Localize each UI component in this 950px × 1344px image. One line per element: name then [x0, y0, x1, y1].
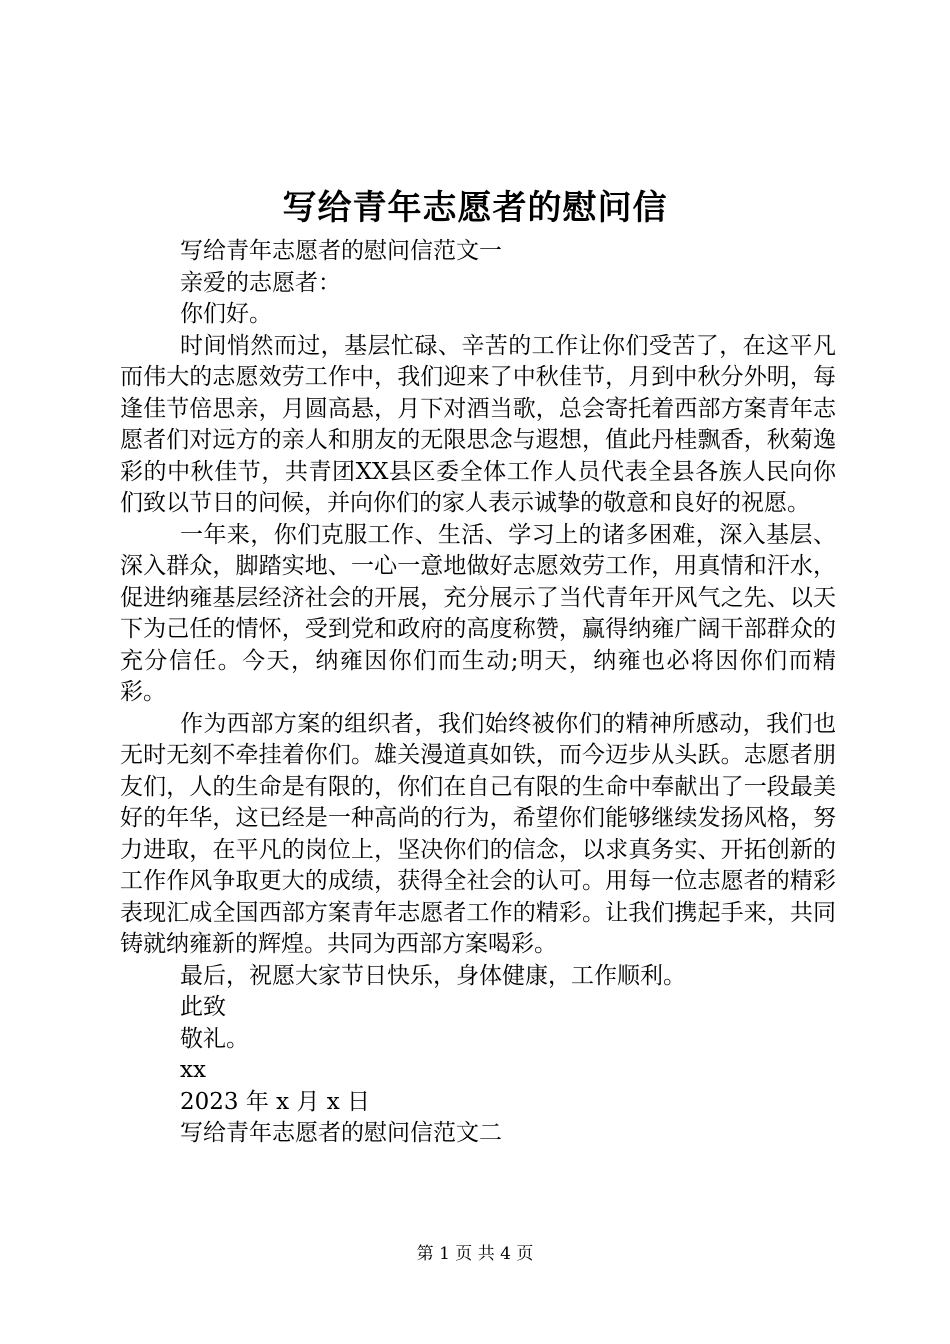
paragraph: 作为西部方案的组织者，我们始终被你们的精神所感动，我们也无时无刻不牵挂着你们。雄关漫道真如铁，而今迈步从头跃。志愿者朋友们，人的生命是有限的，你们在自己有限的生命中奉献出了一段最美好的年华，这已经是一种高尚的行为，希望你们能够继续发扬风格，努力进取，在平凡的岗位上，坚决你们的信念，以求真务实、开拓创新的工作作风争取更大的成绩，获得全社会的认可。用每一位志愿者的精彩表现汇成全国西部方案青年志愿者工作的精彩。让我们携起手来，共同铸就纳雍新的辉煌。共同为西部方案喝彩。	[120, 710, 836, 957]
greeting-line: 亲爱的志愿者：	[180, 269, 341, 296]
salutation-line: 敬礼。	[180, 1025, 249, 1052]
salutation-line: 此致	[180, 994, 226, 1020]
next-section-heading: 写给青年志愿者的慰问信范文二	[180, 1120, 502, 1146]
signature: xx	[180, 1057, 206, 1083]
document-title: 写给青年志愿者的慰问信	[282, 188, 668, 228]
paragraph: 最后，祝愿大家节日快乐，身体健康，工作顺利。	[180, 962, 686, 989]
date-line: 2023 年 x 月 x 日	[180, 1088, 371, 1115]
paragraph: 一年来，你们克服工作、生活、学习上的诸多困难，深入基层、深入群众，脚踏实地、一心一意地做好志愿效劳工作，用真情和汗水，促进纳雍基层经济社会的开展，充分展示了当代青年开风气之先、以天下为己任的情怀，受到党和政府的高度称赞，赢得纳雍广阔干部群众的充分信任。今天，纳雍因你们而生动;明天，纳雍也必将因你们而精彩。	[120, 521, 836, 705]
heading-line: 写给青年志愿者的慰问信范文一	[180, 238, 502, 264]
paragraph: 时间悄然而过，基层忙碌、辛苦的工作让你们受苦了，在这平凡而伟大的志愿效劳工作中，我们迎来了中秋佳节，月到中秋分外明，每逢佳节倍思亲，月圆高悬，月下对酒当歌，总会寄托着西部方案青年志愿者们对远方的亲人和朋友的无限思念与遐想，值此丹桂飘香，秋菊逸彩的中秋佳节，共青团XX县区委全体工作人员代表全县各族人民向你们致以节日的问候，并向你们的家人表示诚挚的敬意和良好的祝愿。	[120, 332, 836, 516]
document-body	[120, 236, 836, 1150]
hello-line: 你们好。	[180, 301, 272, 327]
page-number-footer: 第 1 页 共 4 页	[416, 1244, 534, 1264]
